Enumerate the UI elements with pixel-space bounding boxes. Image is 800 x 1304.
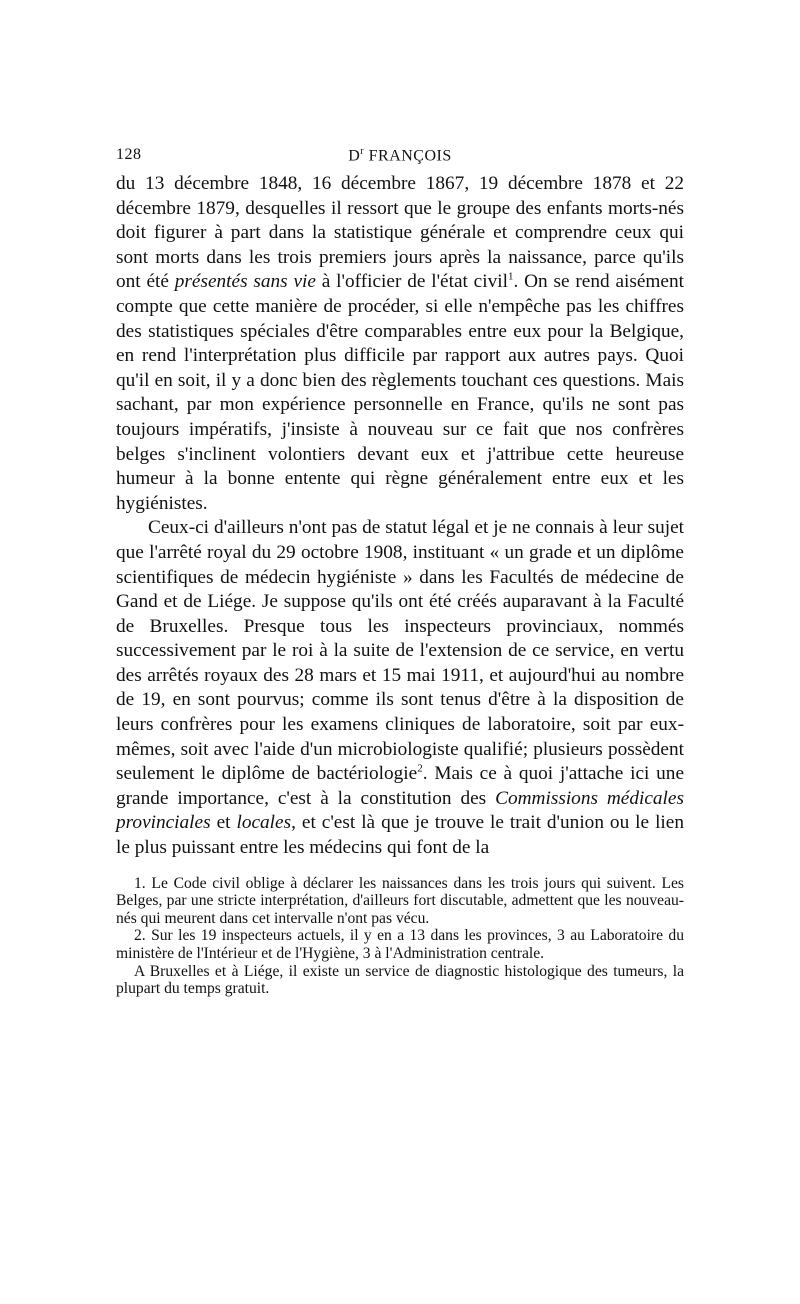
running-head xyxy=(116,140,684,168)
p2-text-b: . Mais ce à quoi j'attache ici une grande importance, c'est à la constitution des xyxy=(116,763,684,809)
page-number: 128 xyxy=(116,146,142,163)
body-paragraph-2 xyxy=(116,516,684,860)
footnote-ref-1: 1 xyxy=(507,270,514,283)
author-prefix: D xyxy=(348,147,361,165)
p1-text-b: à l'officier de l'état civil xyxy=(315,271,508,293)
author-name: FRANÇOIS xyxy=(364,147,452,165)
footnotes xyxy=(116,875,684,998)
footnote-2: 2. Sur les 19 inspecteurs actuels, il y en a 13 dans les provinces, 3 au Laboratoire du ministère de l'Intérieur et de l'Hygiène, 3 à l'Administration centrale. xyxy=(116,927,684,962)
footnote-ref-2: 2 xyxy=(417,762,423,775)
p1-italic: présentés sans vie xyxy=(174,271,316,293)
p2-italic-1: Commissions médicales provinciales xyxy=(116,787,684,834)
p1-text-c: . On se rend aisément compte que cette manière de procéder, si elle n'empêche pas les chiffres des statistiques spéciales d'être comparables entre eux pour la Belgique, en rend l'interprétation plus difficile par rapport aux autres pays. Quoi qu'il en soit, il y a donc bien des règlements touchant ces questions. Mais sachant, par mon expérience personnelle en France, qu'ils ne sont pas toujours impératifs, j'insiste à nouveau sur ce fait que nos confrères belges s'inclinent volontiers devant eux et j'attribue cette heureuse humeur à la bonne entente qui règne généralement entre eux et les hygiénistes. xyxy=(116,271,684,514)
footnote-3: A Bruxelles et à Liége, il existe un service de diagnostic histologique des tumeurs, la plupart du temps gratuit. xyxy=(116,962,684,998)
body-paragraph-1 xyxy=(116,172,684,516)
p1-text-a: du 13 décembre 1848, 16 décembre 1867, 19 décembre 1878 et 22 décembre 1879, desquelles il ressort que le groupe des enfants morts-nés doit figurer à part dans la statistique générale et comprendre ceux qui sont morts dans les trois premiers jours après la naissance, parce qu'ils ont été xyxy=(116,173,684,293)
running-head-author xyxy=(116,146,684,165)
p2-text-d: , et c'est là que je trouve le trait d'union ou le lien le plus puissant entre les médecins qui font de la xyxy=(116,812,684,859)
p2-italic-2: locales xyxy=(236,812,292,834)
book-page xyxy=(116,140,684,998)
p2-text-c: et xyxy=(210,812,237,834)
p2-text-a: Ceux-ci d'ailleurs n'ont pas de statut légal et je ne connais à leur sujet que l'arrêté royal du 29 octobre 1908, instituant « un grade et un diplôme scientifiques de médecin hygiéniste » dans les Facultés de médecine de Gand et de Liége. Je suppose qu'ils ont été créés auparavant à la Faculté de Bruxelles. Presque tous les inspecteurs provinciaux, nommés successivement par le roi à la suite de l'extension de ce service, en vertu des arrêtés royaux des 28 mars et 15 mai 1911, et aujourd'hui au nombre de 19, en sont pourvus; comme ils sont tenus d'être à la disposition de leurs confrères pour les examens cliniques de laboratoire, soit par eux-mêmes, soit avec l'aide d'un microbiologiste qualifié; plusieurs possèdent seulement le diplôme de bactériologie xyxy=(116,517,684,785)
author-title-sup: r xyxy=(360,146,365,157)
footnote-1: 1. Le Code civil oblige à déclarer les naissances dans les trois jours qui suivent. Les Belges, par une stricte interprétation, d'ailleurs fort discutable, admettent que les nouveau-nés qui meurent dans cet intervalle n'ont pas vécu. xyxy=(116,874,684,927)
